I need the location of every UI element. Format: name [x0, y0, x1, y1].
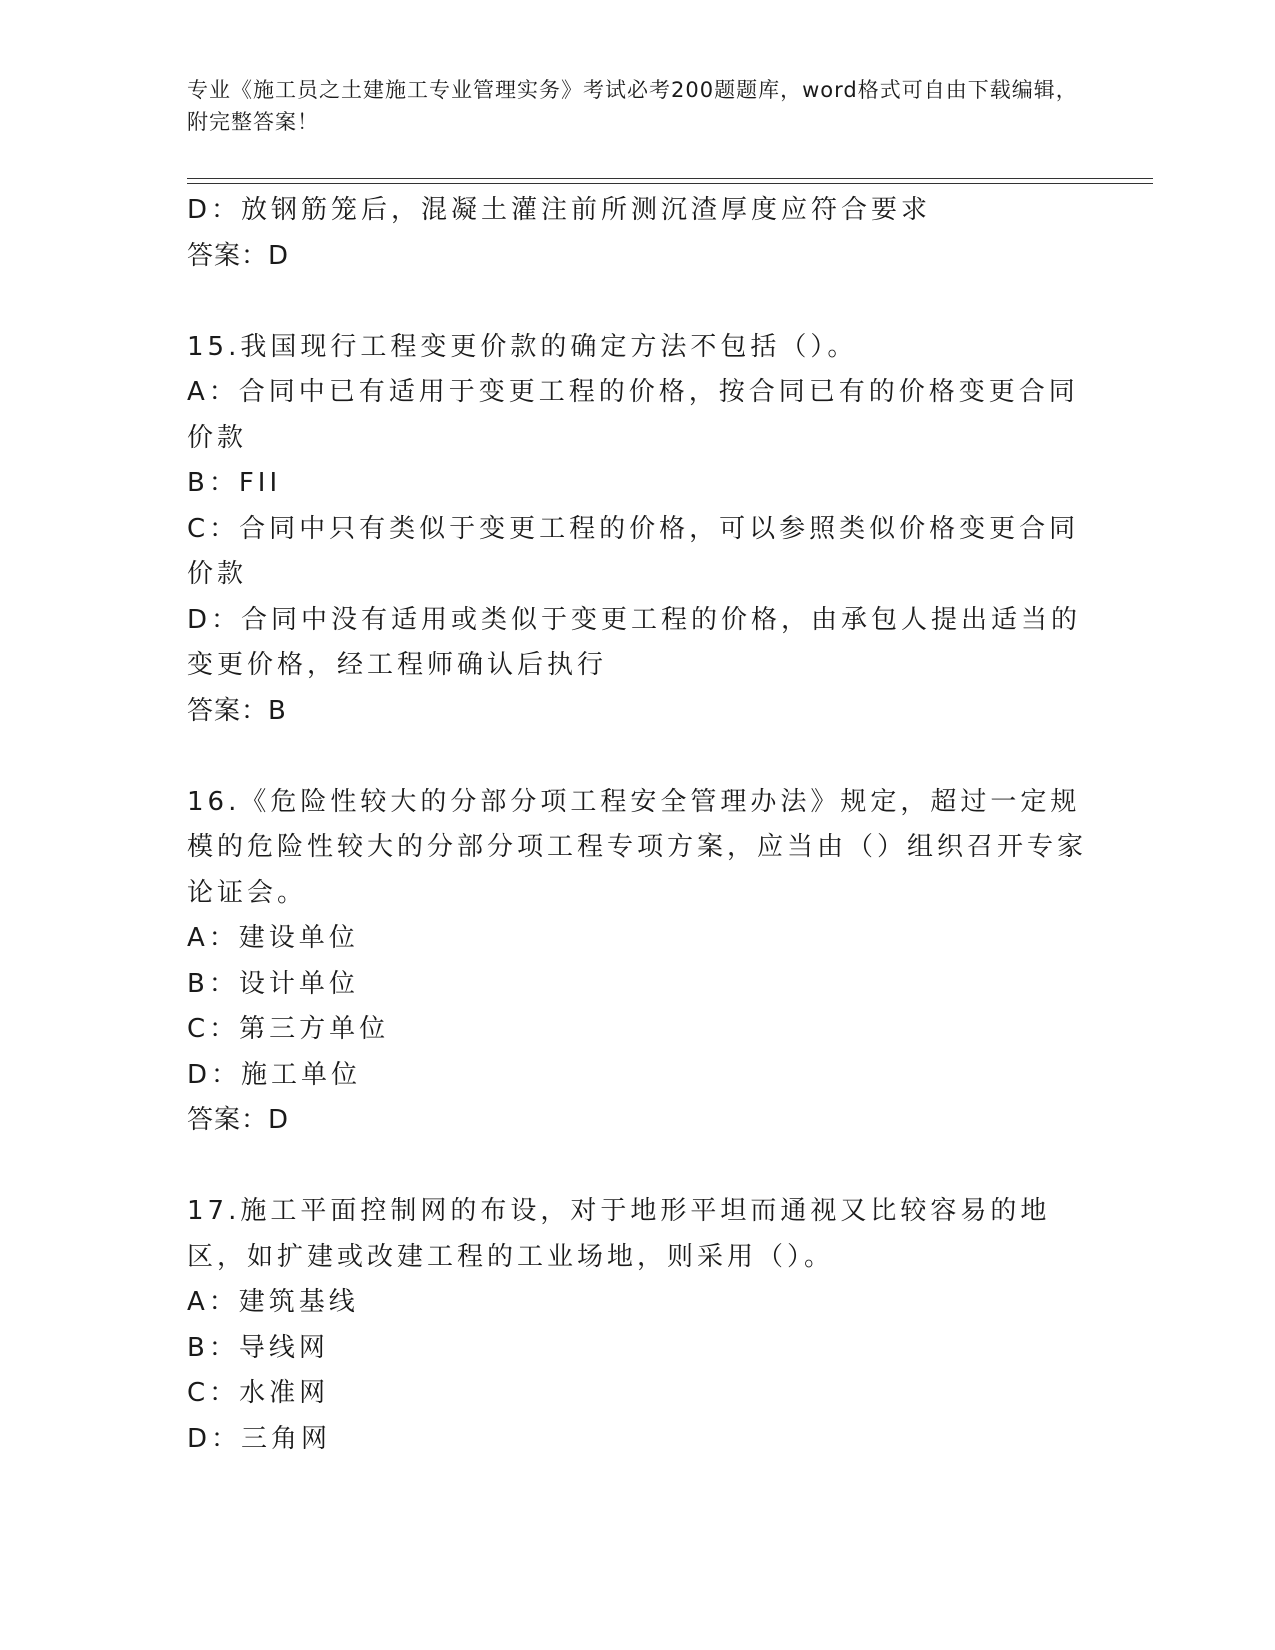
option-d: D：放钢筋笼后，混凝土灌注前所测沉渣厚度应符合要求	[187, 195, 932, 225]
option-a: A：建设单位	[187, 923, 359, 953]
previous-question-tail	[187, 188, 1087, 279]
question-stem: 16.《危险性较大的分部分项工程安全管理办法》规定，超过一定规模的危险性较大的分部分项工程专项方案，应当由（）组织召开专家论证会。	[187, 786, 1088, 908]
spacer	[187, 1144, 1087, 1190]
option-b: B：设计单位	[187, 968, 359, 999]
option-c: C：第三方单位	[187, 1014, 390, 1044]
question-stem: 17.施工平面控制网的布设，对于地形平坦而通视又比较容易的地区，如扩建或改建工程的工业场地，则采用（）。	[187, 1196, 1051, 1272]
header-title: 专业《施工员之土建施工专业管理实务》考试必考200题题库，word格式可自由下载编辑，附完整答案！	[187, 78, 1078, 134]
document-body	[187, 188, 1087, 1462]
document-header	[187, 74, 1087, 138]
answer-line: 答案：D	[187, 240, 290, 271]
question-16	[187, 780, 1087, 1144]
option-d: D：施工单位	[187, 1059, 362, 1090]
question-15	[187, 325, 1087, 735]
answer-line: 答案：B	[187, 695, 287, 726]
option-d: D：三角网	[187, 1423, 332, 1454]
answer-line: 答案：D	[187, 1105, 290, 1135]
header-divider-top	[187, 178, 1153, 179]
option-a: A：合同中已有适用于变更工程的价格，按合同已有的价格变更合同价款	[187, 377, 1079, 453]
option-a: A：建筑基线	[187, 1287, 359, 1317]
spacer	[187, 279, 1087, 325]
spacer	[187, 734, 1087, 780]
option-d: D：合同中没有适用或类似于变更工程的价格，由承包人提出适当的变更价格，经工程师确认后执行	[187, 604, 1082, 680]
question-17	[187, 1189, 1087, 1462]
question-stem: 15.我国现行工程变更价款的确定方法不包括（）。	[187, 331, 858, 362]
option-c: C：水准网	[187, 1378, 330, 1408]
option-b: B：FII	[187, 468, 282, 498]
option-b: B：导线网	[187, 1332, 329, 1363]
header-divider-bottom	[187, 183, 1153, 184]
option-c: C：合同中只有类似于变更工程的价格，可以参照类似价格变更合同价款	[187, 513, 1080, 589]
